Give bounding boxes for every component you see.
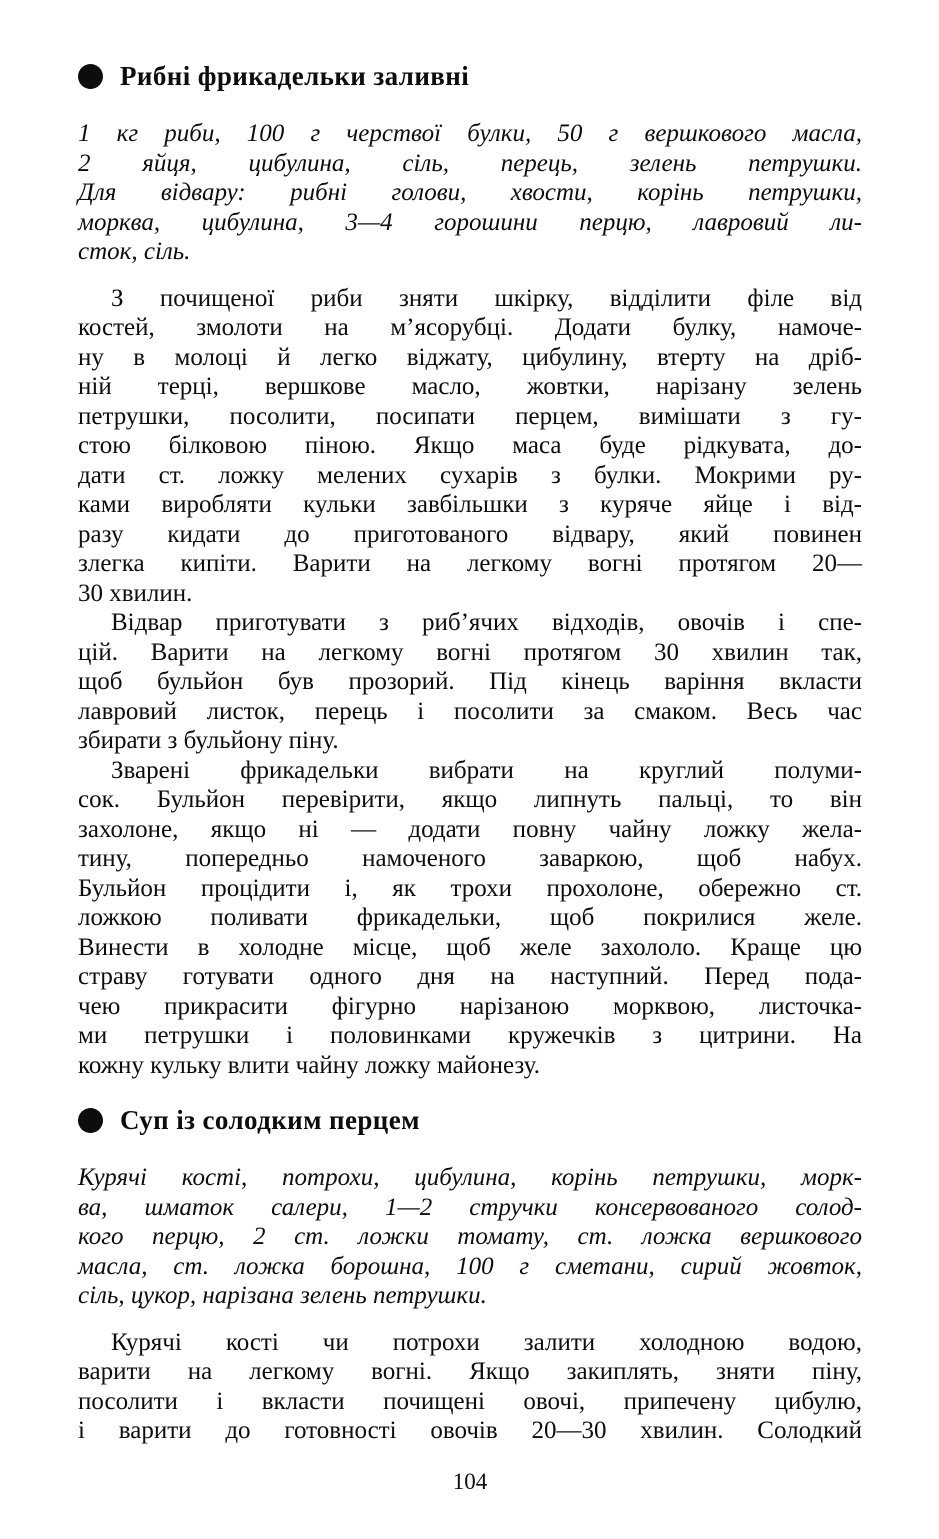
ingredient-line: Курячі кості, потрохи, цибулина, корінь петрушки, морк- bbox=[78, 1164, 862, 1191]
text-line: ками виробляти кульки завбільшки з куряче яйце і від- bbox=[78, 491, 862, 518]
body-paragraph bbox=[78, 756, 862, 1081]
text-line: кожну кульку влити чайну ложку майонезу. bbox=[78, 1051, 540, 1079]
section-heading bbox=[78, 60, 862, 92]
text-line: костей, змолоти на м’ясорубці. Додати булку, намоче- bbox=[78, 314, 862, 341]
ingredients-block bbox=[78, 119, 862, 267]
ingredient-line: сток, сіль. bbox=[78, 238, 191, 265]
text-line: злегка кипіти. Варити на легкому вогні протягом 20— bbox=[78, 550, 862, 577]
text-line: щоб бульйон був прозорий. Під кінець варіння вкласти bbox=[78, 668, 862, 695]
text-line: ложкою поливати фрикадельки, щоб покрилися желе. bbox=[78, 904, 862, 931]
ingredient-line: сіль, цукор, нарізана зелень петрушки. bbox=[78, 1282, 487, 1309]
text-line: З почищеної риби зняти шкірку, відділити філе від bbox=[111, 284, 862, 312]
bullet-icon bbox=[78, 1108, 103, 1133]
text-line: тину, попередньо намоченого заваркою, щоб набух. bbox=[78, 845, 862, 872]
ingredients-block bbox=[78, 1163, 862, 1311]
ingredient-line: ва, шматок салери, 1—2 стручки консервованого солод- bbox=[78, 1193, 862, 1221]
ingredient-line: 2 яйця, цибулина, сіль, перець, зелень петрушки. bbox=[78, 149, 862, 177]
section-heading bbox=[78, 1104, 862, 1136]
text-line: і варити до готовності овочів 20—30 хвилин. Солодкий bbox=[78, 1417, 862, 1444]
ingredient-line: масла, ст. ложка борошна, 100 г сметани, сирий жовток, bbox=[78, 1252, 862, 1280]
body-paragraph bbox=[78, 284, 862, 609]
text-line: 30 хвилин. bbox=[78, 579, 193, 607]
recipe-section bbox=[78, 60, 862, 1080]
text-line: ми петрушки і половинками кружечків з цитрини. На bbox=[78, 1022, 862, 1049]
text-line: ній терці, вершкове масло, жовтки, нарізану зелень bbox=[78, 373, 862, 400]
ingredient-line: морква, цибулина, 3—4 горошини перцю, лавровий ли- bbox=[78, 208, 862, 236]
text-line: страву готувати одного дня на наступний. Перед пода- bbox=[78, 963, 862, 990]
text-line: ну в молоці й легко віджату, цибулину, втерту на дріб- bbox=[78, 343, 862, 371]
page-body bbox=[78, 60, 862, 1446]
ingredient-line: кого перцю, 2 ст. ложки томату, ст. ложка вершкового bbox=[78, 1223, 862, 1250]
text-line: петрушки, посолити, посипати перцем, вимішати з гу- bbox=[78, 402, 862, 430]
text-line: чею прикрасити фігурно нарізаною морквою, листочка- bbox=[78, 992, 862, 1020]
text-line: Відвар приготувати з риб’ячих відходів, овочів і спе- bbox=[111, 609, 862, 636]
body-paragraph bbox=[78, 608, 862, 756]
text-line: збирати з бульйону піну. bbox=[78, 727, 339, 754]
text-line: дати ст. ложку мелених сухарів з булки. Мокрими ру- bbox=[78, 461, 862, 489]
text-line: сок. Бульйон перевірити, якщо липнуть пальці, то він bbox=[78, 786, 862, 813]
text-line: Зварені фрикадельки вибрати на круглий полуми- bbox=[111, 756, 862, 784]
text-line: лавровий листок, перець і посолити за смаком. Весь час bbox=[78, 697, 862, 725]
text-line: Курячі кості чи потрохи залити холодною водою, bbox=[111, 1328, 862, 1356]
page-number: 104 bbox=[452, 1468, 488, 1494]
text-line: посолити і вкласти почищені овочі, припечену цибулю, bbox=[78, 1387, 862, 1415]
bullet-icon bbox=[78, 64, 103, 89]
text-line: разу кидати до приготованого відвару, який повинен bbox=[78, 520, 862, 548]
body-paragraph bbox=[78, 1328, 862, 1446]
text-line: цій. Варити на легкому вогні протягом 30 хвилин так, bbox=[78, 638, 862, 666]
ingredient-line: 1 кг риби, 100 г черствої булки, 50 г вершкового масла, bbox=[78, 120, 862, 147]
text-line: Винести в холодне місце, щоб желе захололо. Краще цю bbox=[78, 933, 862, 961]
recipe-section bbox=[78, 1104, 862, 1446]
text-line: захолоне, якщо ні — додати повну чайну ложку жела- bbox=[78, 815, 862, 843]
section-title: Рибні фрикадельки заливні bbox=[120, 61, 470, 91]
section-title: Суп із солодким перцем bbox=[120, 1105, 420, 1135]
text-line: Бульйон процідити і, як трохи прохолоне, обережно ст. bbox=[78, 874, 862, 902]
ingredient-line: Для відвару: рибні голови, хвости, корінь петрушки, bbox=[78, 179, 862, 206]
text-line: варити на легкому вогні. Якщо закиплять, зняти піну, bbox=[78, 1358, 862, 1385]
text-line: стою білковою піною. Якщо маса буде рідкувата, до- bbox=[78, 432, 862, 459]
